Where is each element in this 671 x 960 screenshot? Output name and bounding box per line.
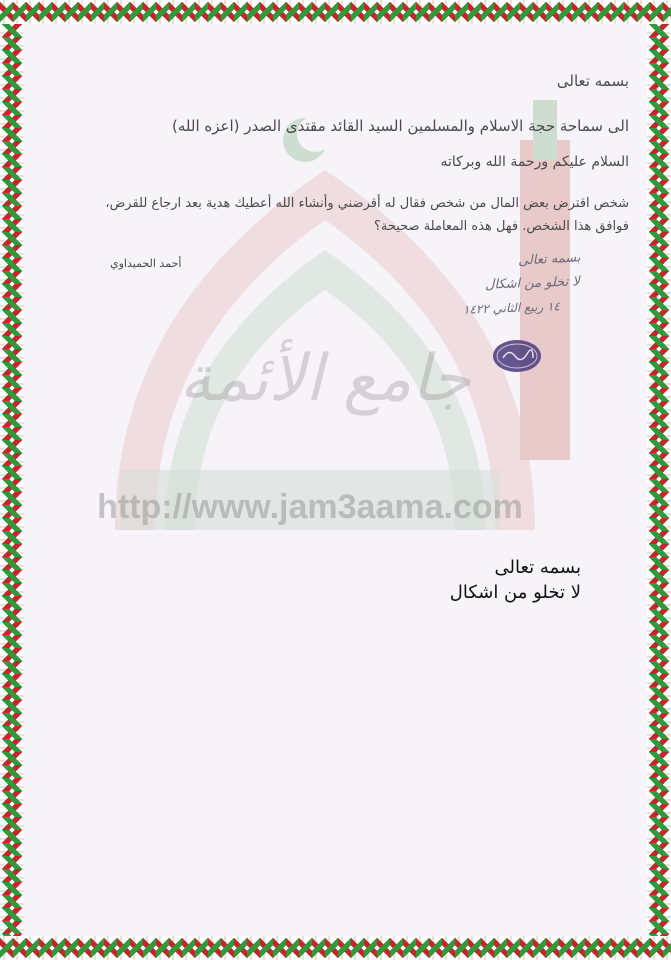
answer-ruling: لا تخلو من اشكال (449, 582, 581, 603)
handwritten-greeting: بسمه تعالى (517, 250, 581, 269)
handwritten-answer: لا تخلو من اشكال (484, 274, 581, 293)
decorative-border-right (647, 24, 671, 936)
letter-greeting: بسمه تعالى (556, 72, 629, 90)
decorative-border-left (0, 24, 24, 936)
watermark-url: http://www.jam3aama.com (97, 488, 523, 526)
seal-stamp (491, 338, 543, 374)
decorative-border-top (0, 0, 671, 24)
decorative-border-bottom (0, 936, 671, 960)
letter-recipient: الى سماحة حجة الاسلام والمسلمين السيد القائد مقتدى الصدر (اعزه الله) (172, 117, 629, 135)
letter-question: شخص اقترض بعض المال من شخص فقال له أقرضني وأنشاء الله أعطيك هدية بعد ارجاع للقرض، فوافق هذا الشخص. فهل هذه المعاملة صحيحة؟ (105, 196, 629, 234)
watermark-calligraphy: جامع الأئمة (179, 342, 471, 416)
letter-salutation: السلام عليكم ورحمة الله وبركاته (440, 154, 629, 170)
letter-signer: أحمد الحميداوي (110, 257, 182, 270)
answer-heading: بسمه تعالى (494, 557, 581, 578)
handwritten-date: ١٤ ربيع الثاني ١٤٢٢ (462, 299, 561, 317)
